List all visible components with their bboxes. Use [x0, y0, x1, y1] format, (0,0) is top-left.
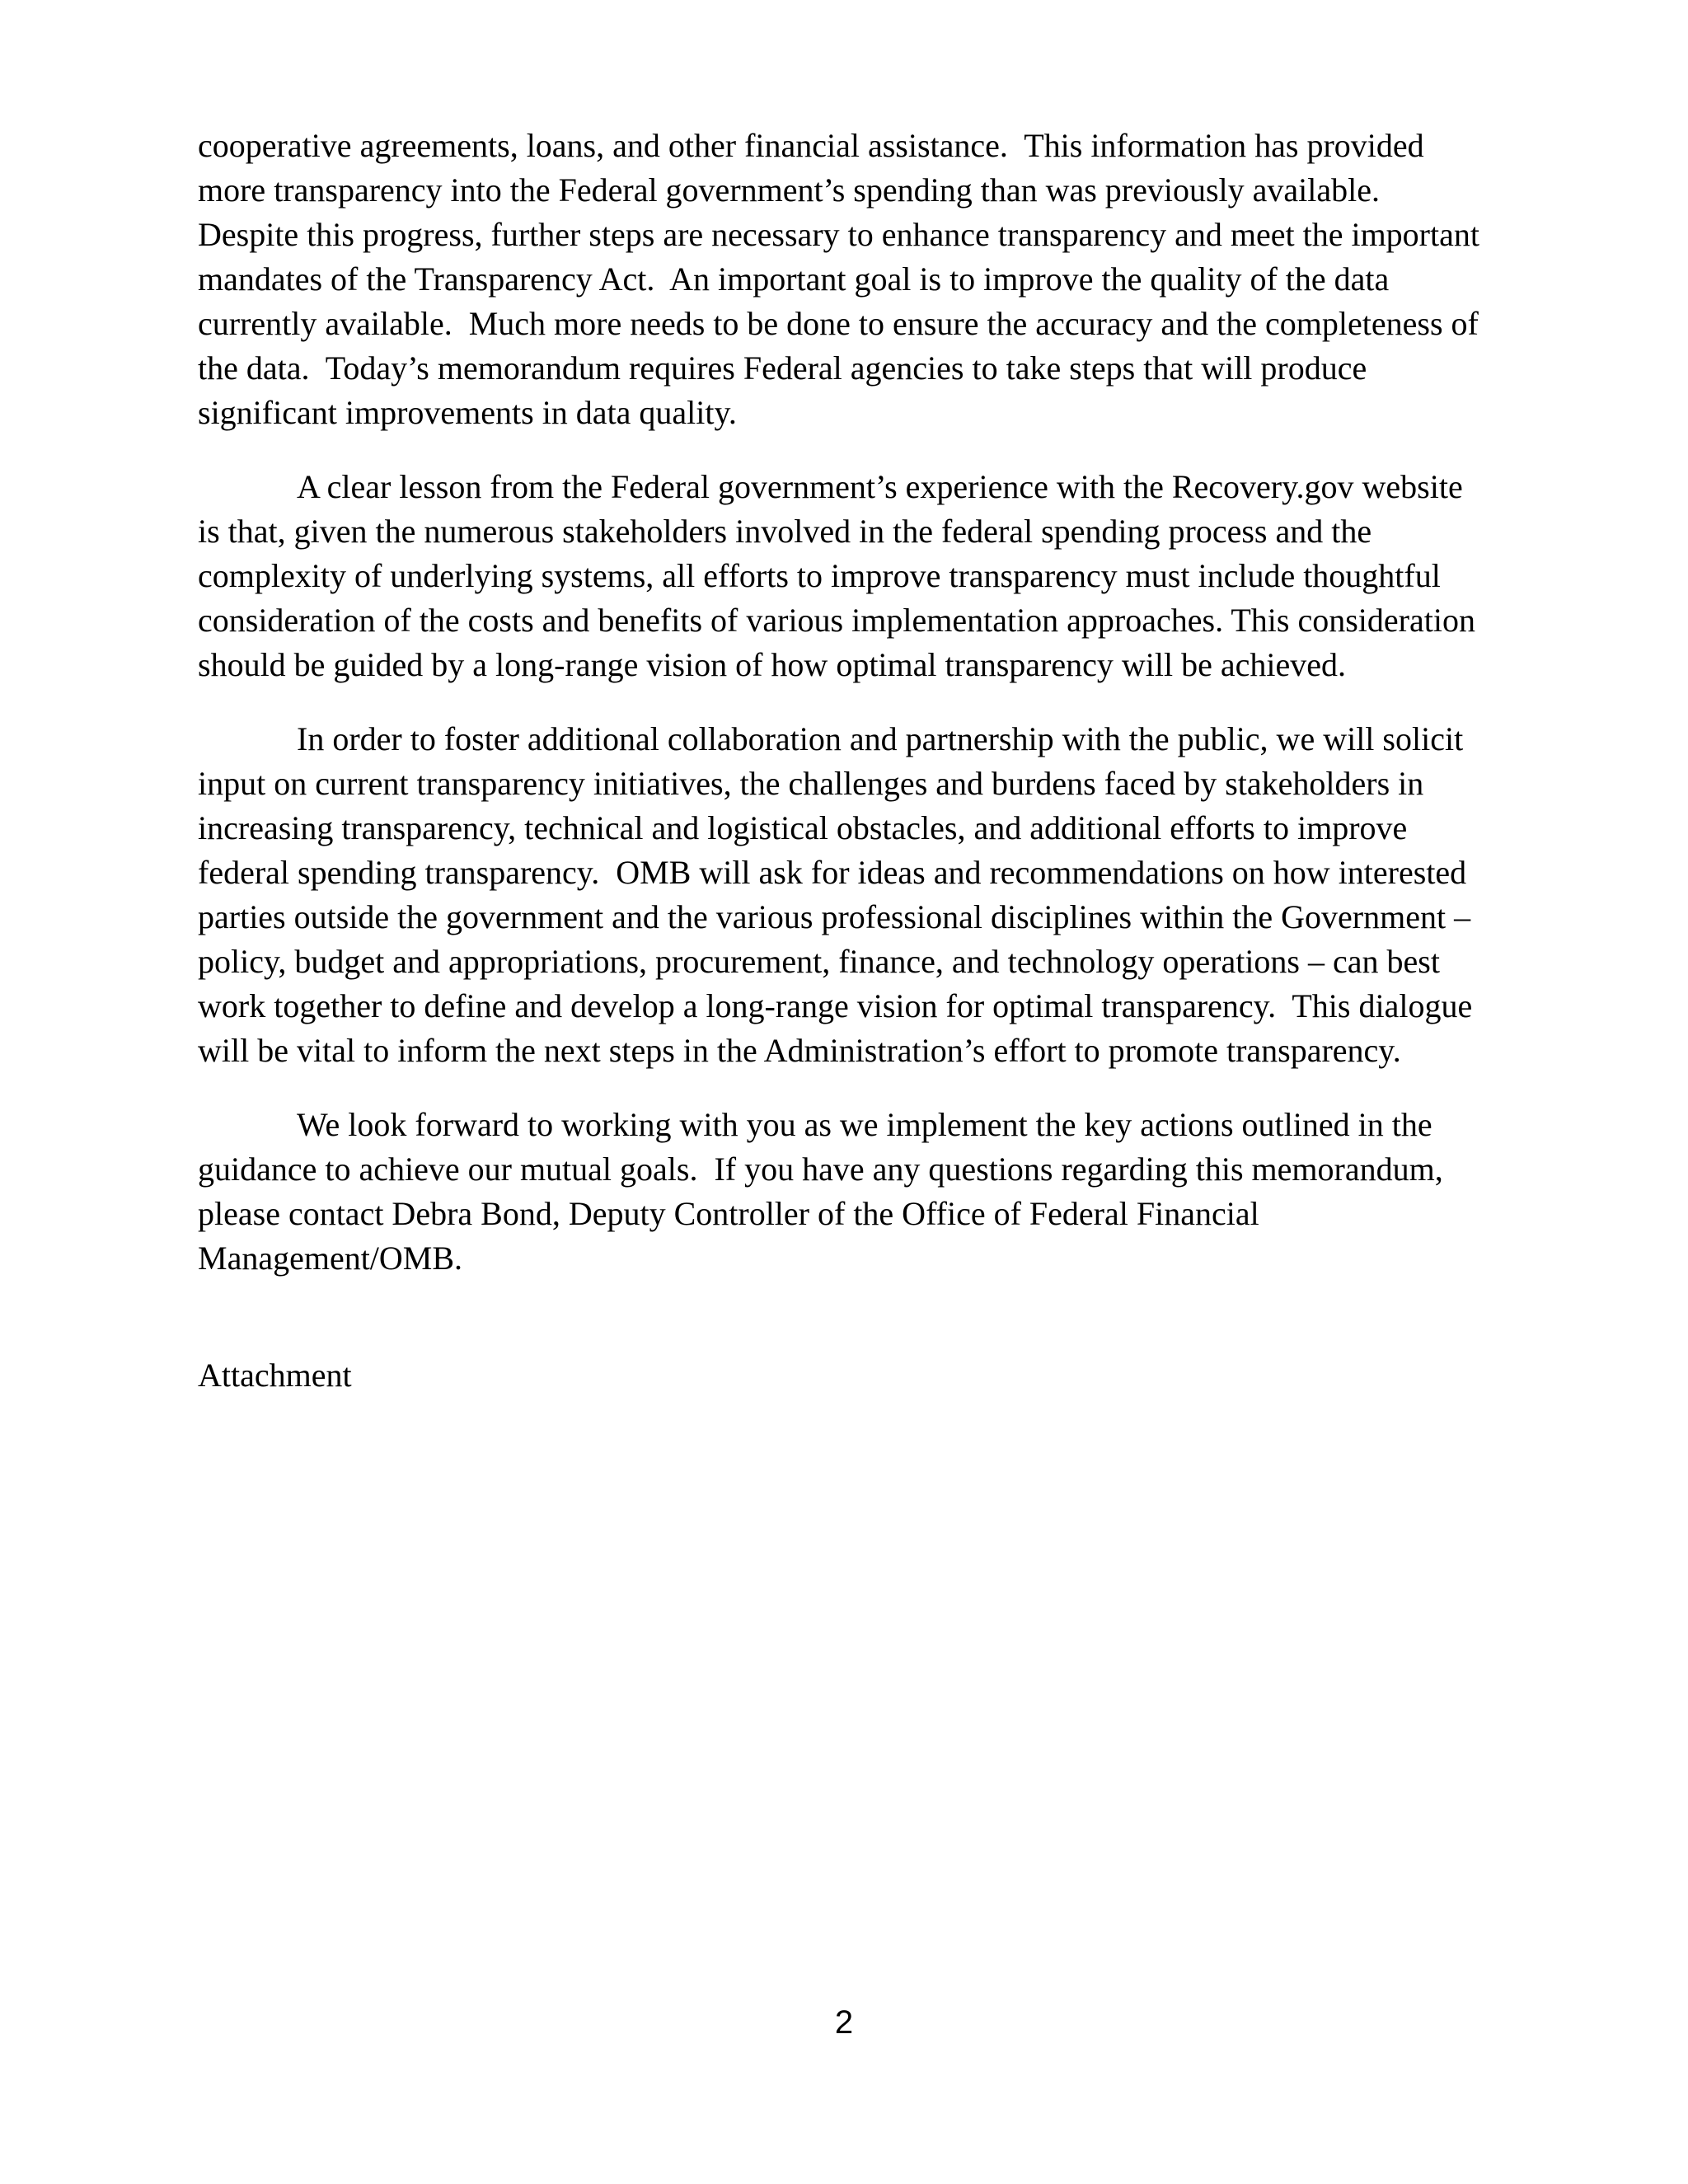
attachment-label: Attachment [198, 1357, 352, 1394]
text-line: mandates of the Transparency Act. An important goal is to improve the quality of the data [198, 260, 1390, 298]
text-line: Management/OMB. [198, 1240, 463, 1277]
text-line: input on current transparency initiatives, the challenges and burdens faced by stakeholders in [198, 765, 1424, 802]
text-line: complexity of underlying systems, all efforts to improve transparency must include thoughtful [198, 557, 1441, 594]
text-line: policy, budget and appropriations, procurement, finance, and technology operations – can best [198, 943, 1440, 980]
text-line: cooperative agreements, loans, and other financial assistance. This information has provided [198, 127, 1424, 164]
body-paragraph-1 [198, 124, 1490, 435]
text-line: more transparency into the Federal government’s spending than was previously available. [198, 171, 1381, 209]
body-paragraph-2 [198, 465, 1490, 687]
text-line: Despite this progress, further steps are necessary to enhance transparency and meet the important [198, 216, 1479, 253]
text-line: guidance to achieve our mutual goals. If you have any questions regarding this memorandum, [198, 1151, 1443, 1188]
body-paragraph-4 [198, 1103, 1490, 1281]
text-line: is that, given the numerous stakeholders involved in the federal spending process and the [198, 513, 1372, 550]
text-line: currently available. Much more needs to be done to ensure the accuracy and the completeness of [198, 305, 1479, 342]
text-line: the data. Today’s memorandum requires Federal agencies to take steps that will produce [198, 349, 1367, 387]
body-paragraph-3 [198, 717, 1490, 1073]
text-line: We look forward to working with you as we implement the key actions outlined in the [297, 1106, 1432, 1143]
text-line: increasing transparency, technical and logistical obstacles, and additional efforts to improve [198, 809, 1408, 846]
page-number: 2 [834, 2004, 854, 2041]
text-line: work together to define and develop a long-range vision for optimal transparency. This dialogue [198, 987, 1473, 1024]
text-line: should be guided by a long-range vision of how optimal transparency will be achieved. [198, 646, 1346, 683]
text-line: will be vital to inform the next steps in the Administration’s effort to promote transparency. [198, 1032, 1401, 1069]
text-line: please contact Debra Bond, Deputy Controller of the Office of Federal Financial [198, 1195, 1259, 1232]
text-line: parties outside the government and the various professional disciplines within the Government – [198, 898, 1471, 935]
text-line: A clear lesson from the Federal government’s experience with the Recovery.gov website [297, 468, 1463, 505]
text-line: significant improvements in data quality. [198, 394, 737, 431]
text-line: consideration of the costs and benefits of various implementation approaches. This consideration [198, 602, 1475, 639]
memo-body [198, 124, 1490, 1431]
text-line: In order to foster additional collaboration and partnership with the public, we will solicit [297, 720, 1464, 757]
text-line: federal spending transparency. OMB will ask for ideas and recommendations on how interested [198, 854, 1467, 891]
